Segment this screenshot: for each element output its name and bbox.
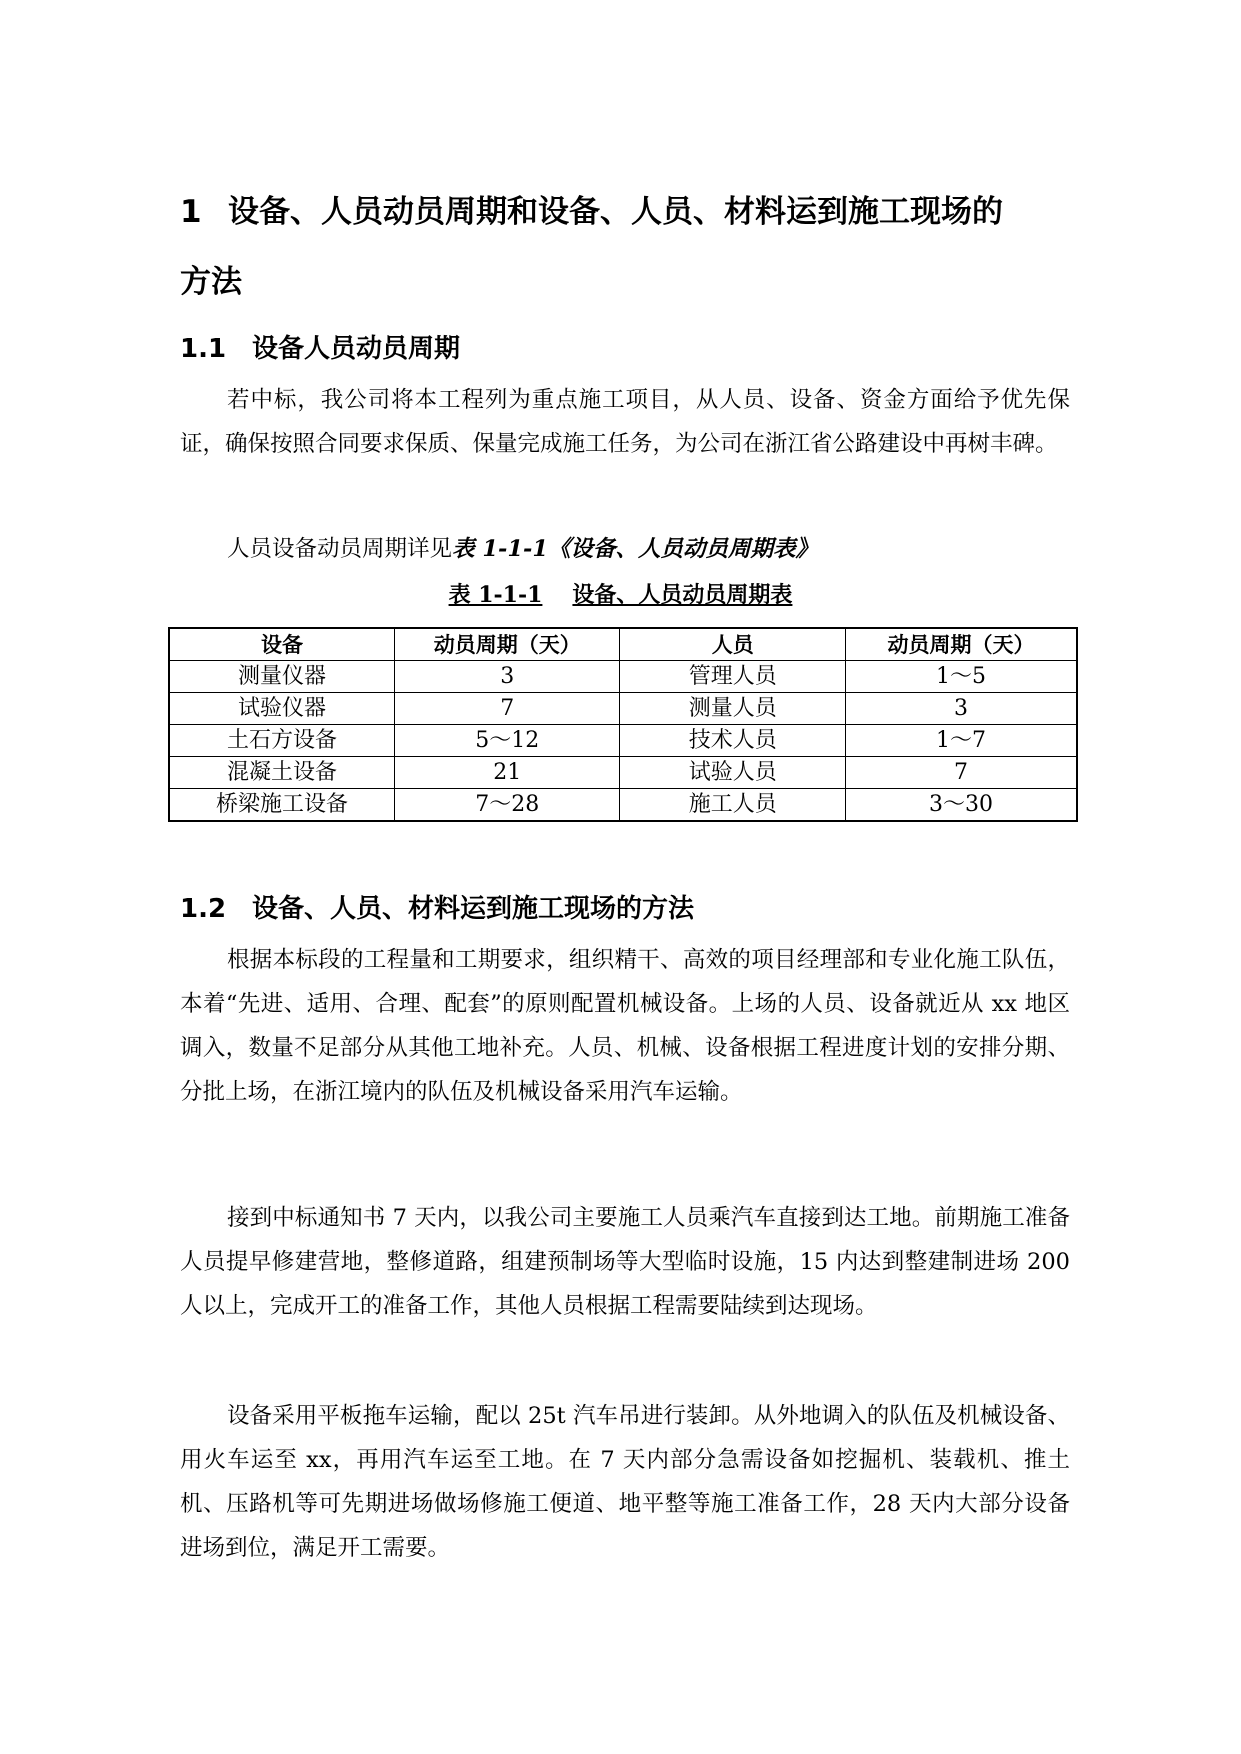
section-1-1-heading — [180, 332, 460, 366]
header-cell: 动员周期（天） — [845, 628, 1077, 661]
table-cell: 桥梁施工设备 — [169, 789, 394, 822]
table-cell: 管理人员 — [620, 661, 845, 693]
paragraph: 设备采用平板拖车运输，配以 25t 汽车吊进行装卸。从外地调入的队伍及机械设备、用火车运至 xx，再用汽车运至工地。在 7 天内部分急需设备如挖掘机、装载机、推土机、压路机等可先期进场做场修施工便道、地平整等施工准备工作，28 天内大部分设备进场到位，满足开工需要。 — [180, 1403, 1070, 1561]
section-title: 设备、人员、材料运到施工现场的方法 — [252, 894, 695, 924]
section-title-continued: 方法 — [180, 264, 242, 300]
table-cell: 技术人员 — [620, 725, 845, 757]
table-cell: 土石方设备 — [169, 725, 394, 757]
table-cell: 试验人员 — [620, 757, 845, 789]
table-cell: 1～5 — [845, 661, 1077, 693]
table-cell: 混凝土设备 — [169, 757, 394, 789]
table-cell: 试验仪器 — [169, 693, 394, 725]
paragraph: 若中标，我公司将本工程列为重点施工项目，从人员、设备、资金方面给予优先保证，确保按照合同要求保质、保量完成施工任务，为公司在浙江省公路建设中再树丰碑。 — [180, 387, 1070, 457]
table-cell: 7 — [394, 693, 620, 725]
paragraph: 接到中标通知书 7 天内，以我公司主要施工人员乘汽车直接到达工地。前期施工准备人员提早修建营地，整修道路，组建预制场等大型临时设施，15 内达到整建制进场 200 人以上，完成开工的准备工作，其他人员根据工程需要陆续到达现场。 — [180, 1205, 1070, 1319]
table-cell: 3 — [845, 693, 1077, 725]
mobilization-cycle-table — [168, 627, 1078, 822]
table-header-row — [169, 628, 1077, 661]
header-cell: 人员 — [620, 628, 845, 661]
table-caption-number: 表 1-1-1 — [448, 582, 543, 608]
table-cell: 5～12 — [394, 725, 620, 757]
section-title: 设备人员动员周期 — [252, 334, 461, 364]
section-number: 1 — [180, 194, 202, 230]
section-title: 设备、人员动员周期和设备、人员、材料运到施工现场的 — [228, 194, 1003, 230]
table-row — [169, 789, 1077, 822]
table-row — [169, 757, 1077, 789]
table-reference-line — [227, 527, 818, 571]
table-cell: 7～28 — [394, 789, 620, 822]
table-cell: 测量仪器 — [169, 661, 394, 693]
table-caption — [0, 580, 1241, 610]
reference-text: 人员设备动员周期详见 — [227, 536, 453, 562]
section-1-2-heading — [180, 892, 694, 926]
table-cell: 测量人员 — [620, 693, 845, 725]
table-row — [169, 661, 1077, 693]
header-cell: 动员周期（天） — [394, 628, 620, 661]
header-cell: 设备 — [169, 628, 394, 661]
table-cell: 3～30 — [845, 789, 1077, 822]
table-cell: 21 — [394, 757, 620, 789]
paragraph: 根据本标段的工程量和工期要求，组织精干、高效的项目经理部和专业化施工队伍，本着“先进、适用、合理、配套”的原则配置机械设备。上场的人员、设备就近从 xx 地区调入，数量不足部分从其他工地补充。人员、机械、设备根据工程进度计划的安排分期、分批上场，在浙江境内的队伍及机械设备采用汽车运输。 — [180, 947, 1070, 1105]
table-caption-title: 设备、人员动员周期表 — [572, 582, 793, 608]
table-row — [169, 693, 1077, 725]
table-cell: 1～7 — [845, 725, 1077, 757]
table-cell: 3 — [394, 661, 620, 693]
section-number: 1.2 — [180, 894, 227, 924]
table-cell: 施工人员 — [620, 789, 845, 822]
section-1-heading-continued — [180, 262, 1080, 302]
table-cell: 7 — [845, 757, 1077, 789]
section-1-heading — [180, 192, 1080, 232]
table-row — [169, 725, 1077, 757]
table-reference: 表 1-1-1《设备、人员动员周期表》 — [452, 536, 818, 562]
section-number: 1.1 — [180, 334, 227, 364]
